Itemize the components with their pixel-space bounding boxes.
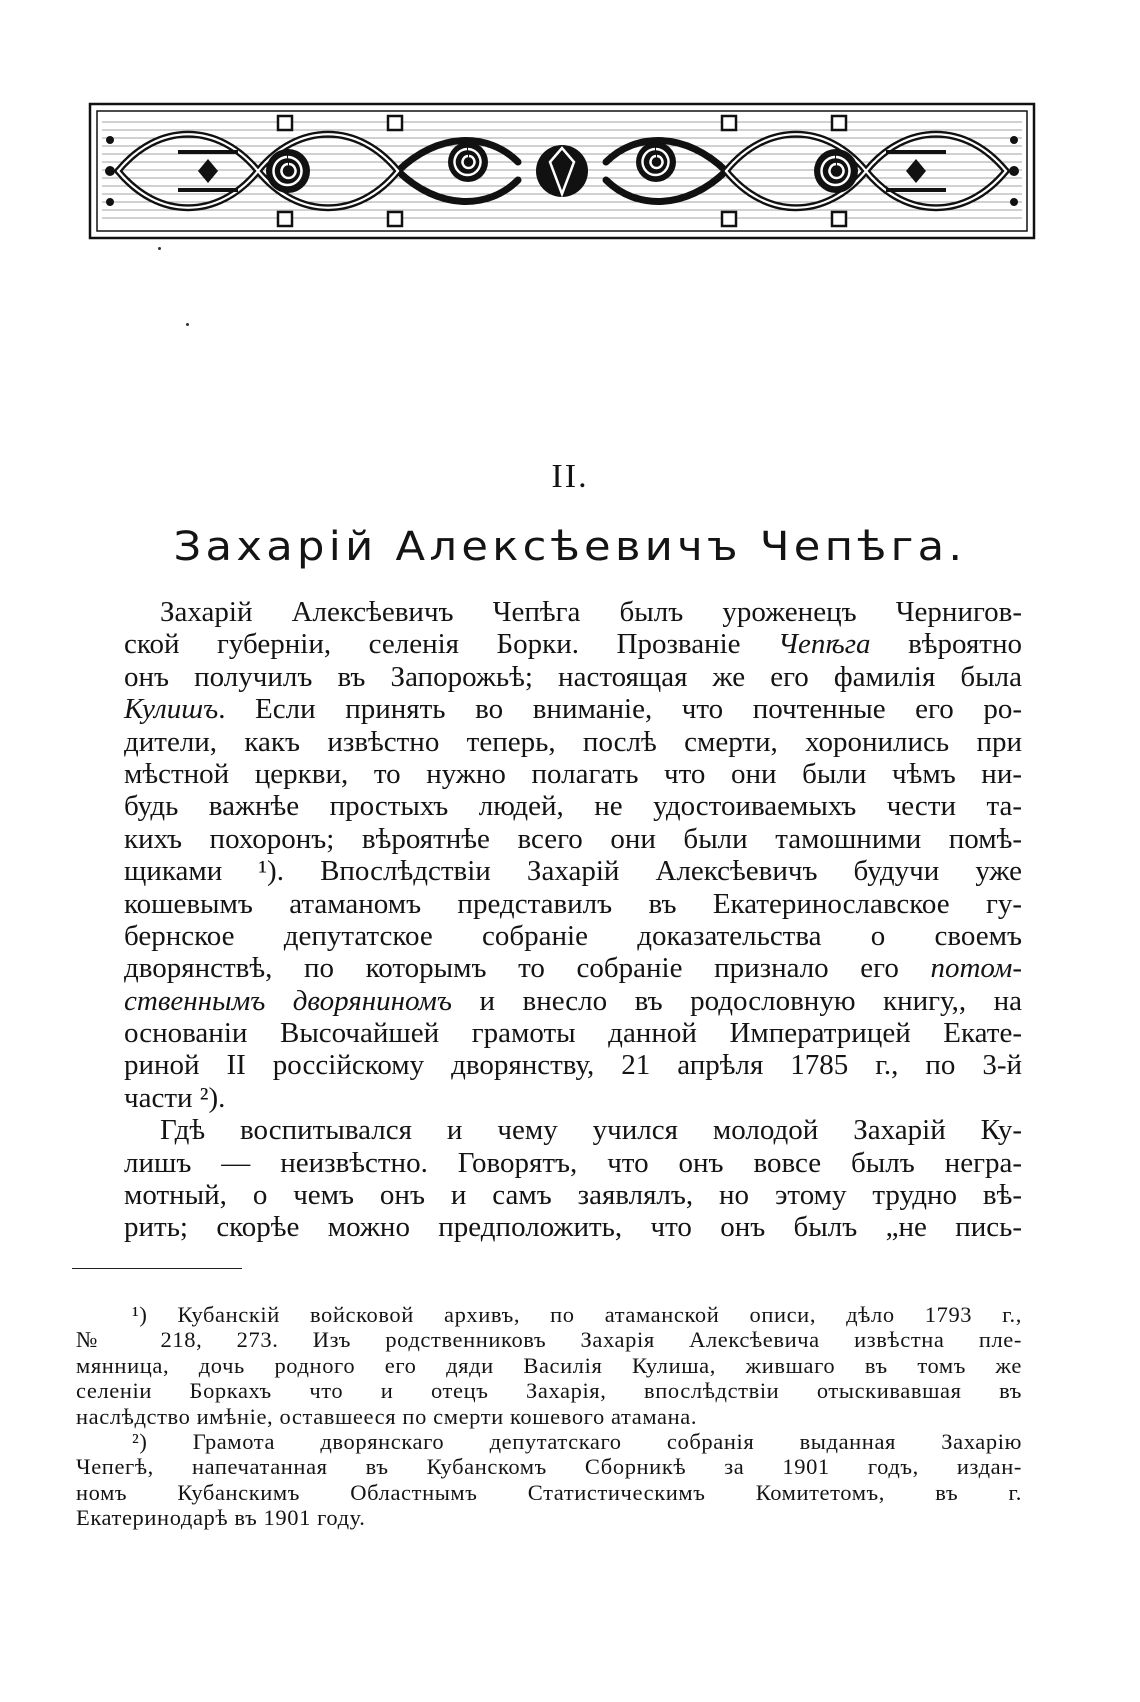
text-line: Кулишъ. Если принять во вниманіе, что почтенные его ро-	[124, 693, 1022, 726]
paragraph-2	[124, 1114, 1022, 1244]
text-line: кихъ похоронъ; вѣроятнѣе всего они были тамошними помѣ-	[124, 822, 1022, 855]
footnote-line: ¹) Кубанскій войсковой архивъ, по атаманской описи, дѣло 1793 г.,	[132, 1302, 1022, 1327]
text-line: ской губерніи, селенія Борки. Прозваніе Чепѣга вѣроятно	[124, 628, 1022, 661]
text-line: кошевымъ атаманомъ представилъ въ Екатеринославское гу-	[124, 887, 1022, 920]
text-line: ственнымъ дворяниномъ и внесло въ родословную книгу,, на	[124, 984, 1023, 1017]
text-line: онъ получилъ въ Запорожьѣ; настоящая же его фамилія была	[124, 660, 1022, 693]
print-speck	[158, 247, 161, 250]
body-text	[124, 596, 1022, 1244]
headpiece-ornament-icon	[88, 102, 1036, 240]
footnote-line: номъ Кубанскимъ Областнымъ Статистическимъ Комитетомъ, въ г.	[76, 1479, 1022, 1505]
chapter-number: II.	[551, 458, 589, 495]
text-line: бернское депутатское собраніе доказательства о своемъ	[124, 919, 1022, 952]
text-line: основаніи Высочайшей грамоты данной Императрицей Екате-	[124, 1017, 1022, 1050]
text-line: мѣстной церкви, то нужно полагать что они были чѣмъ ни-	[124, 757, 1022, 790]
footnote-line: наслѣдство имѣніе, оставшееся по смерти кошевого атамана.	[76, 1403, 698, 1429]
footnote-line: Екатеринодарѣ въ 1901 году.	[76, 1505, 366, 1531]
print-speck	[186, 323, 189, 326]
footnote-line: Чепегѣ, напечатанная въ Кубанскомъ Сборникѣ за 1901 годъ, издан-	[76, 1454, 1022, 1480]
footnote-1	[76, 1302, 1022, 1429]
text-line: Захарій Алексѣевичъ Чепѣга былъ уроженецъ Чернигов-	[160, 596, 1022, 628]
text-line: дители, какъ извѣстно теперь, послѣ смерти, хоронились при	[124, 725, 1022, 758]
text-line: будь важнѣе простыхъ людей, не удостоиваемыхъ чести та-	[124, 790, 1022, 823]
text-line: части ²).	[124, 1081, 226, 1114]
text-line: мотный, о чемъ онъ и самъ заявлялъ, но этому трудно вѣ-	[124, 1179, 1022, 1212]
footnote-line: № 218, 273. Изъ родственниковъ Захарія Алексѣевича извѣстна пле-	[76, 1327, 1022, 1353]
text-line: рить; скорѣе можно предположить, что онъ былъ „не пись-	[124, 1211, 1022, 1244]
footnotes	[76, 1302, 1022, 1531]
text-line: Гдѣ воспитывался и чему учился молодой Захарій Ку-	[160, 1114, 1022, 1147]
chapter-title: Захарій Алексѣевичъ Чепѣга.	[173, 524, 967, 570]
text-line: лишъ — неизвѣстно. Говорятъ, что онъ вовсе былъ негра-	[124, 1146, 1022, 1179]
ornamental-headpiece	[88, 102, 1036, 240]
footnote-line: селеніи Боркахъ что и отецъ Захарія, впослѣдствіи отыскивавшая въ	[76, 1378, 1022, 1404]
text-line: щиками ¹). Впослѣдствіи Захарій Алексѣевичъ будучи уже	[124, 855, 1022, 888]
footnote-line: ²) Грамота дворянскаго депутатскаго собранія выданная Захарію	[132, 1428, 1022, 1454]
footnote-separator	[72, 1268, 242, 1269]
text-line: риной II россійскому дворянству, 21 апрѣля 1785 г., по 3-й	[124, 1049, 1022, 1082]
paragraph-1	[124, 596, 1022, 1114]
footnote-line: мянница, дочь родного его дяди Василія Кулиша, жившаго въ томъ же	[76, 1352, 1022, 1378]
footnote-2	[76, 1429, 1022, 1531]
text-line: дворянствѣ, по которымъ то собраніе признало его потом-	[124, 952, 1022, 985]
